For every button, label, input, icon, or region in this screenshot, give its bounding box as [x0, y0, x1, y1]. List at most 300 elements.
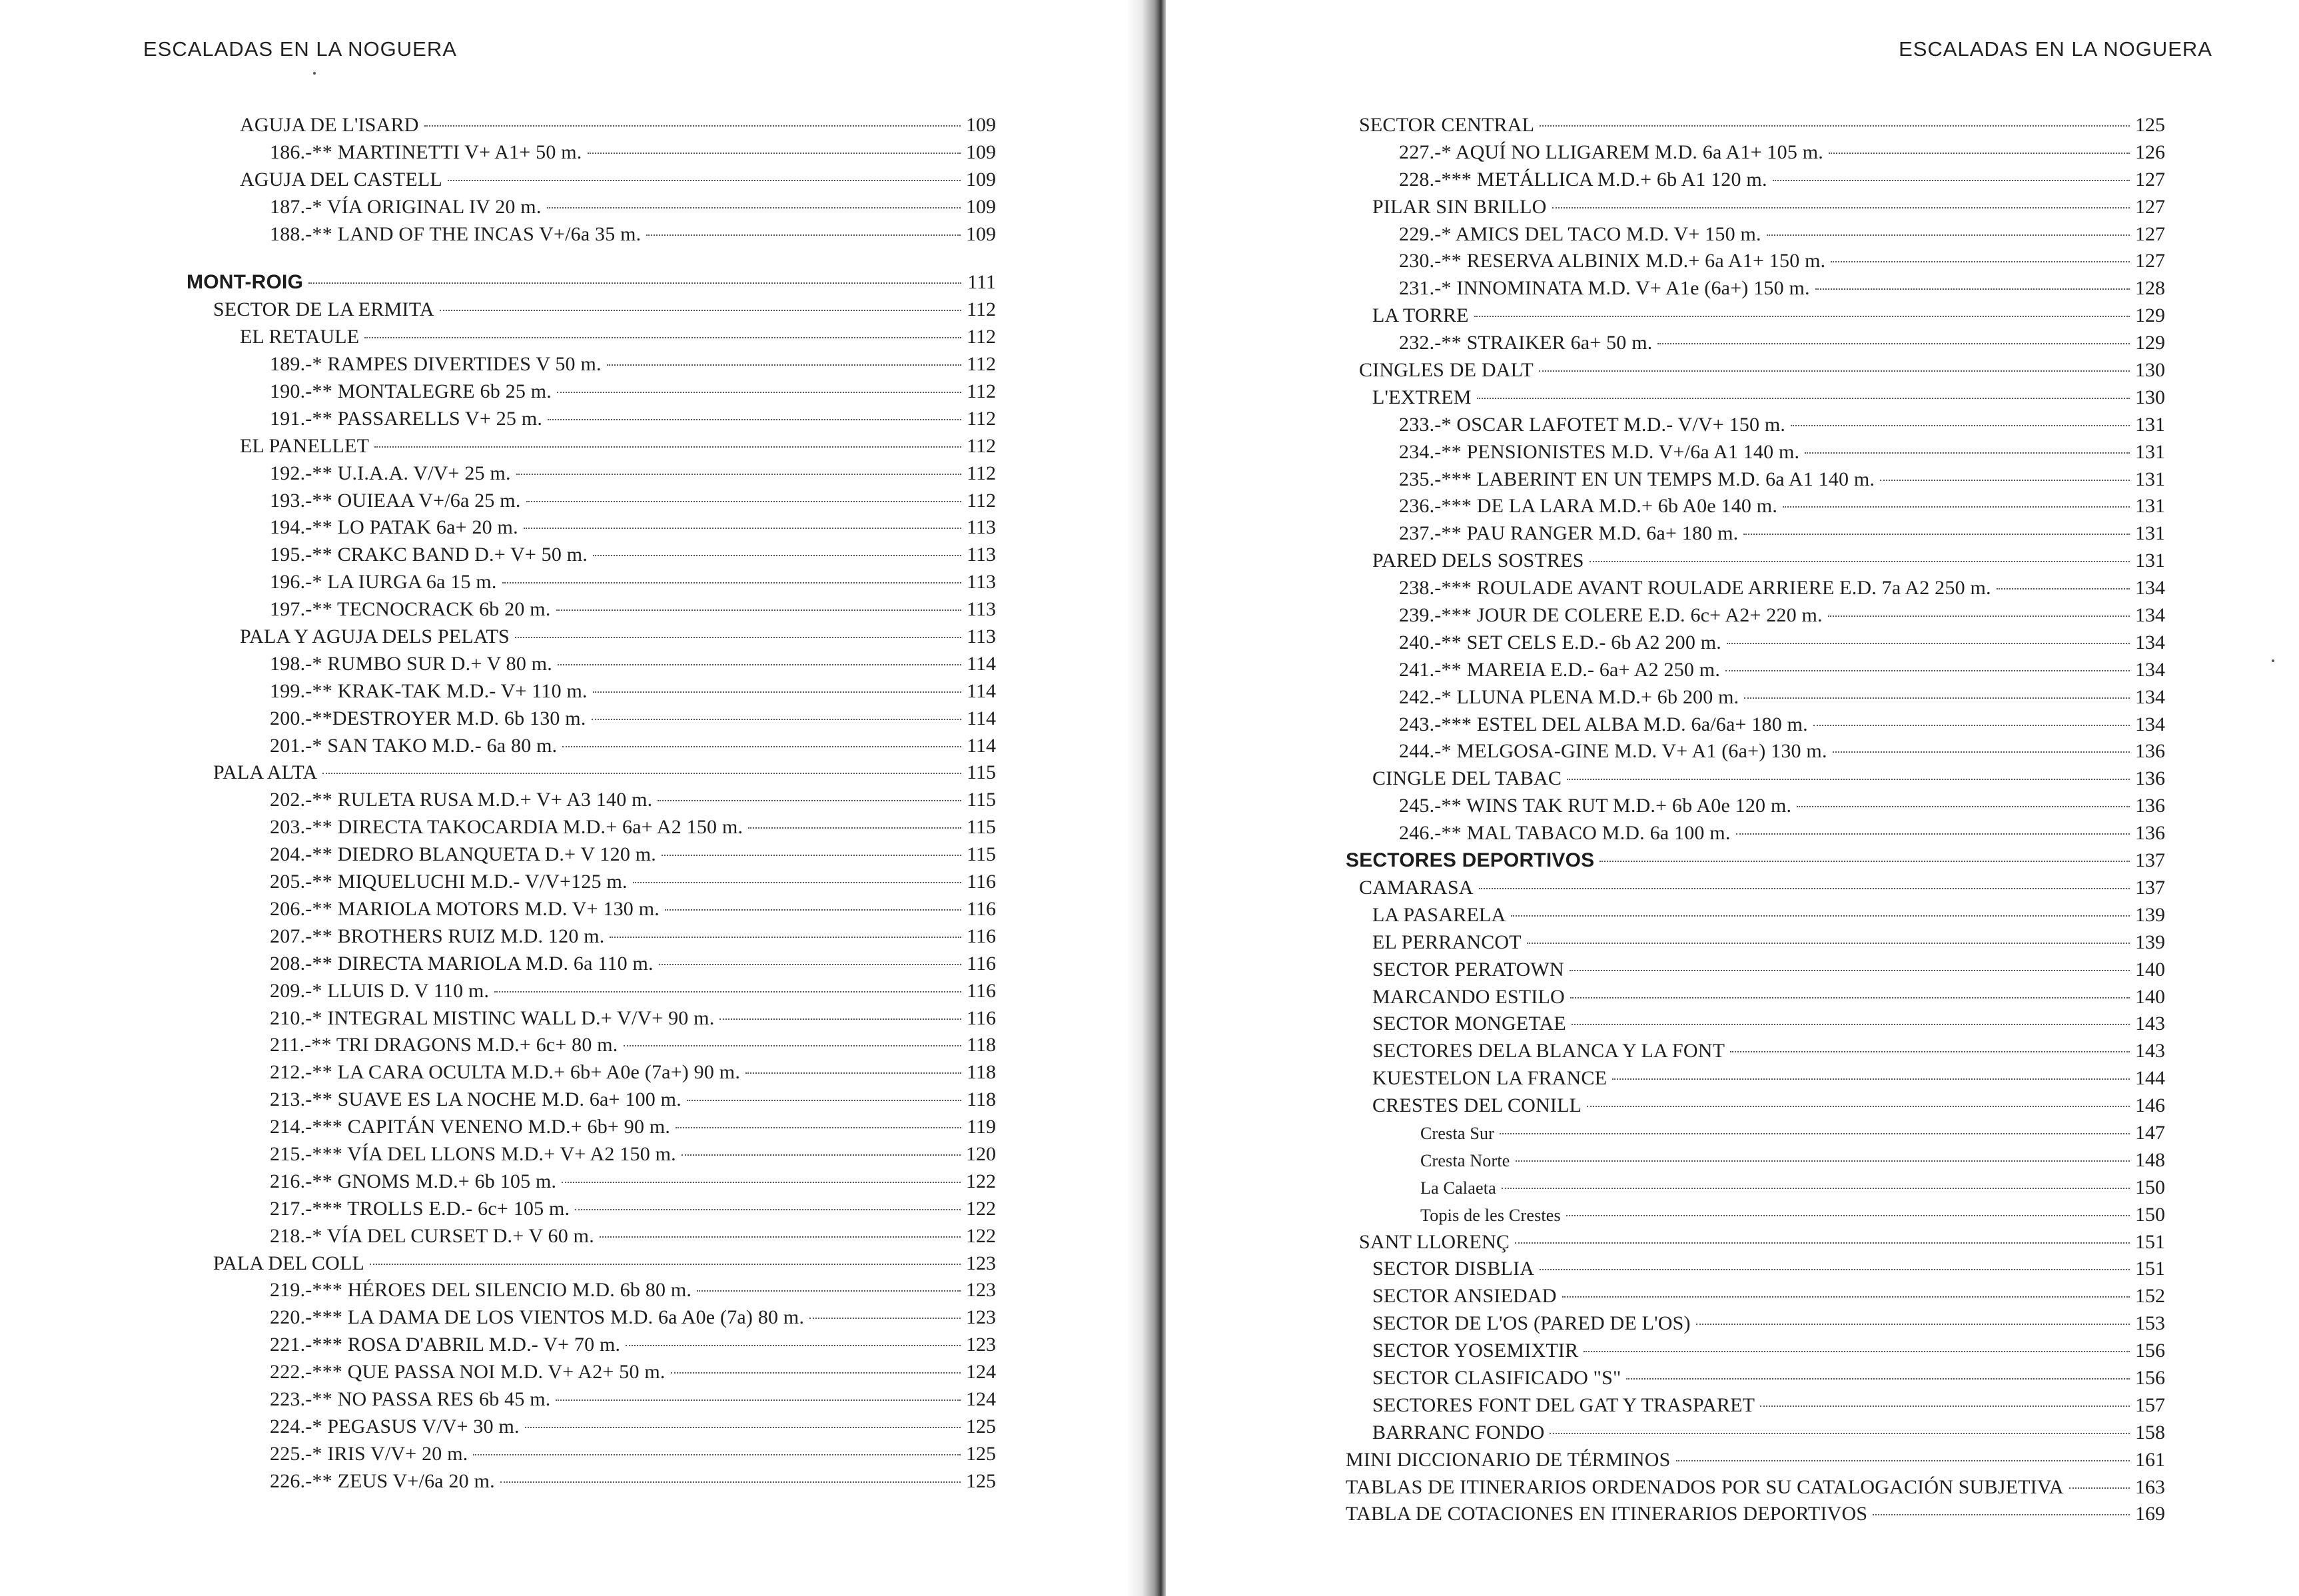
toc-entry-title: 195.-** CRAKC BAND D.+ V+ 50 m.: [270, 544, 588, 566]
dot-leader: [646, 234, 961, 236]
dot-leader: [547, 207, 961, 208]
right-page: [1166, 0, 2299, 1596]
toc-entry-title: SANT LLORENÇ: [1359, 1230, 1510, 1253]
toc-page-number: 127: [2135, 168, 2165, 191]
toc-entry: [187, 433, 996, 460]
toc-entry-title: EL PERRANCOT: [1372, 931, 1522, 953]
toc-entry-title: L'EXTREM: [1372, 386, 1472, 408]
toc-page-number: 109: [966, 222, 996, 245]
toc-entry: [1346, 330, 2165, 357]
toc-page-number: 156: [2135, 1340, 2165, 1362]
dot-leader: [575, 1209, 961, 1210]
toc-entry-title: 230.-** RESERVA ALBINIX M.D.+ 6a A1+ 150 m.: [1399, 250, 1826, 272]
toc-entry-title: LA TORRE: [1372, 304, 1469, 327]
dot-leader: [610, 937, 961, 938]
dot-leader: [748, 827, 961, 829]
toc-page-number: 158: [2135, 1421, 2165, 1443]
dot-leader: [626, 1345, 961, 1346]
toc-entry: [187, 1141, 996, 1168]
toc-entry-title: 218.-* VÍA DEL CURSET D.+ V 60 m.: [270, 1224, 594, 1247]
toc-page-number: 147: [2135, 1121, 2165, 1144]
toc-page-number: 109: [966, 114, 996, 136]
toc-entry-title: EL RETAULE: [240, 326, 360, 348]
toc-page-number: 113: [967, 544, 996, 566]
toc-entry: [1346, 1092, 2165, 1120]
dot-leader: [1511, 915, 2130, 917]
toc-entry: [187, 194, 996, 221]
toc-entry: [187, 1468, 996, 1495]
toc-entry-title: BARRANC FONDO: [1372, 1421, 1545, 1443]
toc-entry-title: 233.-* OSCAR LAFOTET M.D.- V/V+ 150 m.: [1399, 413, 1786, 436]
toc-page-number: 120: [966, 1142, 996, 1165]
toc-page-number: 123: [966, 1306, 996, 1329]
toc-page-number: 116: [967, 979, 996, 1002]
dot-leader: [1730, 1051, 2130, 1052]
toc-page-number: 131: [2135, 522, 2165, 545]
toc-entry: [187, 623, 996, 651]
dot-leader: [1540, 1269, 2130, 1270]
toc-entry: [1346, 493, 2165, 520]
left-page: [0, 0, 1133, 1596]
dot-leader: [473, 1454, 961, 1455]
toc-entry: [1346, 1202, 2165, 1229]
toc-entry: [1346, 357, 2165, 384]
toc-entry: [1346, 875, 2165, 902]
toc-page-number: 131: [2135, 495, 2165, 518]
dot-leader: [658, 800, 961, 801]
toc-entry-title: PALA DEL COLL: [213, 1252, 365, 1274]
toc-entry-title: LA PASARELA: [1372, 903, 1506, 926]
dot-leader: [500, 1481, 961, 1483]
toc-entry: [187, 1196, 996, 1223]
dot-leader: [1736, 833, 2130, 835]
toc-entry-title: PILAR SIN BRILLO: [1372, 195, 1547, 218]
dot-leader: [556, 609, 961, 611]
toc-entry-title: 234.-** PENSIONISTES M.D. V+/6a A1 140 m.: [1399, 440, 1800, 463]
dot-leader: [1696, 1324, 2130, 1325]
toc-entry: [1346, 302, 2165, 330]
toc-entry: [187, 112, 996, 139]
toc-entry-title: 226.-** ZEUS V+/6a 20 m.: [270, 1469, 495, 1492]
toc-entry-title: 224.-* PEGASUS V/V+ 30 m.: [270, 1415, 520, 1437]
toc-entry: [1346, 1501, 2165, 1528]
toc-entry: [187, 651, 996, 678]
toc-entry: [187, 488, 996, 515]
toc-entry-title: 229.-* AMICS DEL TACO M.D. V+ 150 m.: [1399, 222, 1761, 245]
dot-leader: [809, 1318, 961, 1319]
toc-entry-title: 187.-* VÍA ORIGINAL IV 20 m.: [270, 195, 542, 218]
dot-leader: [2069, 1487, 2130, 1489]
toc-entry: [187, 1359, 996, 1386]
toc-page-number: 112: [967, 298, 996, 321]
dot-leader: [1540, 125, 2130, 127]
toc-entry-title: 223.-** NO PASSA RES 6b 45 m.: [270, 1388, 551, 1410]
toc-page-number: 134: [2135, 685, 2165, 708]
dot-leader: [374, 446, 961, 448]
toc-page-number: 129: [2135, 332, 2165, 354]
dot-leader: [1479, 888, 2130, 889]
toc-entry: [187, 1032, 996, 1059]
toc-page-number: 146: [2135, 1094, 2165, 1117]
toc-entry: [187, 460, 996, 488]
dot-leader: [1539, 370, 2130, 372]
toc-entry: [187, 787, 996, 814]
toc-entry-title: Topis de les Crestes: [1420, 1205, 1561, 1225]
toc-entry-title: SECTOR DISBLIA: [1372, 1258, 1535, 1280]
dot-leader: [548, 419, 961, 420]
toc-entry-title: 213.-** SUAVE ES LA NOCHE M.D. 6a+ 100 m.: [270, 1088, 682, 1111]
dot-leader: [524, 528, 961, 529]
toc-entry-title: 232.-** STRAIKER 6a+ 50 m.: [1399, 332, 1653, 354]
toc-entry-title: CINGLE DEL TABAC: [1372, 767, 1562, 790]
toc-entry-title: AGUJA DEL CASTELL: [240, 168, 442, 191]
print-speck: [313, 72, 316, 75]
toc-entry-title: 219.-*** HÉROES DEL SILENCIO M.D. 6b 80 m.: [270, 1279, 692, 1302]
toc-page-number: 113: [967, 598, 996, 621]
toc-page-number: 150: [2135, 1176, 2165, 1198]
dot-leader: [1566, 1215, 2130, 1216]
toc-entry: [187, 542, 996, 569]
toc-page-number: 134: [2135, 577, 2165, 599]
toc-page-number: 111: [967, 271, 996, 294]
toc-entry-title: PALA Y AGUJA DELS PELATS: [240, 625, 510, 648]
toc-page-number: 130: [2135, 359, 2165, 382]
table-of-contents-left: [187, 112, 996, 1495]
toc-entry-title: EL PANELLET: [240, 434, 370, 457]
dot-leader: [1744, 697, 2130, 699]
toc-page-number: 125: [966, 1415, 996, 1437]
toc-entry-title: 204.-** DIEDRO BLANQUETA D.+ V 120 m.: [270, 843, 656, 866]
toc-entry: [187, 1005, 996, 1032]
dot-leader: [665, 909, 961, 911]
toc-entry: [187, 1332, 996, 1359]
dot-leader: [424, 125, 961, 127]
dot-leader: [1997, 588, 2130, 590]
dot-leader: [556, 1399, 961, 1401]
toc-entry: [1346, 112, 2165, 139]
toc-entry-title: TABLA DE COTACIONES EN ITINERARIOS DEPORTIVOS: [1346, 1503, 1868, 1525]
toc-entry: [187, 951, 996, 978]
dot-leader: [659, 964, 961, 965]
toc-entry: [1346, 1474, 2165, 1501]
toc-page-number: 151: [2135, 1230, 2165, 1253]
dot-leader: [593, 555, 961, 556]
toc-entry-title: 205.-** MIQUELUCHI M.D.- V/V+125 m.: [270, 871, 628, 893]
toc-entry: [1346, 275, 2165, 302]
toc-page-number: 134: [2135, 604, 2165, 627]
dot-leader: [440, 310, 961, 311]
toc-entry-title: 210.-* INTEGRAL MISTINC WALL D.+ V/V+ 90 m.: [270, 1006, 715, 1029]
toc-page-number: 161: [2135, 1448, 2165, 1471]
dot-leader: [1515, 1242, 2130, 1244]
toc-entry-title: 189.-* RAMPES DIVERTIDES V 50 m.: [270, 353, 602, 376]
toc-entry: [187, 923, 996, 951]
toc-entry-title: 239.-*** JOUR DE COLERE E.D. 6c+ A2+ 220 m.: [1399, 604, 1823, 627]
toc-entry-title: 208.-** DIRECTA MARIOLA M.D. 6a 110 m.: [270, 952, 654, 975]
toc-entry-title: 212.-** LA CARA OCULTA M.D.+ 6b+ A0e (7a+) 90 m.: [270, 1061, 741, 1084]
toc-page-number: 127: [2135, 250, 2165, 272]
toc-page-number: 140: [2135, 985, 2165, 1008]
toc-entry: [187, 869, 996, 896]
toc-entry-title: Cresta Sur: [1420, 1123, 1495, 1143]
toc-entry: [1346, 929, 2165, 957]
toc-entry-title: SECTOR CENTRAL: [1359, 114, 1535, 136]
section-spacer: [187, 248, 996, 269]
dot-leader: [593, 691, 961, 693]
toc-entry: [187, 1114, 996, 1141]
toc-entry-title: 246.-** MAL TABACO M.D. 6a 100 m.: [1399, 822, 1731, 845]
toc-entry: [1346, 738, 2165, 765]
toc-entry-title: 191.-** PASSARELLS V+ 25 m.: [270, 407, 543, 430]
toc-entry-title: 196.-* LA IURGA 6a 15 m.: [270, 571, 497, 594]
toc-entry-title: 186.-** MARTINETTI V+ A1+ 50 m.: [270, 141, 582, 163]
toc-page-number: 136: [2135, 740, 2165, 763]
toc-page-number: 137: [2135, 849, 2165, 872]
toc-page-number: 131: [2135, 550, 2165, 572]
dot-leader: [1880, 480, 2130, 481]
dot-leader: [633, 882, 961, 883]
toc-entry: [187, 1086, 996, 1114]
toc-entry: [1346, 765, 2165, 793]
toc-entry: [187, 841, 996, 869]
toc-entry: [187, 596, 996, 623]
toc-page-number: 115: [967, 789, 996, 811]
dot-leader: [1516, 1160, 2130, 1162]
dot-leader: [562, 746, 961, 747]
toc-entry-title: 217.-*** TROLLS E.D.- 6c+ 105 m.: [270, 1197, 570, 1220]
toc-page-number: 122: [966, 1197, 996, 1220]
toc-entry: [1346, 657, 2165, 684]
toc-page-number: 169: [2135, 1503, 2165, 1525]
dot-leader: [1760, 1405, 2130, 1407]
dot-leader: [719, 1018, 961, 1020]
toc-entry: [187, 324, 996, 351]
toc-entry: [187, 678, 996, 705]
toc-entry-title: SECTORES DELA BLANCA Y LA FONT: [1372, 1040, 1725, 1062]
toc-entry-title: SECTOR MONGETAE: [1372, 1012, 1566, 1035]
dot-leader: [592, 719, 961, 720]
toc-page-number: 129: [2135, 304, 2165, 327]
toc-page-number: 125: [2135, 114, 2165, 136]
dot-leader: [1612, 1078, 2130, 1080]
toc-page-number: 112: [967, 489, 996, 512]
toc-page-number: 163: [2135, 1475, 2165, 1498]
dot-leader: [1657, 343, 2130, 344]
running-header-left: ESCALADAS EN LA NOGUERA: [143, 37, 457, 61]
toc-entry-title: 227.-* AQUÍ NO LLIGAREM M.D. 6a A1+ 105 m.: [1399, 141, 1823, 163]
toc-page-number: 109: [966, 195, 996, 218]
dot-leader: [494, 991, 961, 993]
toc-page-number: 139: [2135, 903, 2165, 926]
toc-entry: [187, 1386, 996, 1413]
toc-entry-title: 237.-** PAU RANGER M.D. 6a+ 180 m.: [1399, 522, 1739, 545]
toc-entry-title: 241.-** MAREIA E.D.- 6a+ A2 250 m.: [1399, 658, 1721, 681]
toc-page-number: 116: [967, 897, 996, 920]
toc-page-number: 112: [967, 380, 996, 403]
dot-leader: [1527, 943, 2130, 944]
toc-page-number: 113: [967, 625, 996, 648]
dot-leader: [1831, 261, 2130, 262]
dot-leader: [588, 153, 961, 154]
toc-entry-title: 188.-** LAND OF THE INCAS V+/6a 35 m.: [270, 222, 642, 245]
toc-entry: [187, 1168, 996, 1196]
toc-entry: [187, 139, 996, 167]
toc-page-number: 118: [967, 1061, 996, 1084]
toc-entry-title: SECTORES DEPORTIVOS: [1346, 849, 1595, 872]
dot-leader: [1829, 153, 2130, 154]
dot-leader: [526, 501, 961, 502]
toc-entry-title: 243.-*** ESTEL DEL ALBA M.D. 6a/6a+ 180 m.: [1399, 713, 1808, 735]
dot-leader: [687, 1100, 961, 1101]
toc-entry-title: SECTOR YOSEMIXTIR: [1372, 1340, 1579, 1362]
dot-leader: [1474, 316, 2130, 317]
toc-entry-title: La Calaeta: [1420, 1178, 1496, 1198]
toc-entry: [187, 896, 996, 923]
dot-leader: [1873, 1514, 2130, 1515]
toc-entry: [187, 1059, 996, 1086]
dot-leader: [370, 1264, 961, 1265]
toc-entry-title: 221.-*** ROSA D'ABRIL M.D.- V+ 70 m.: [270, 1334, 621, 1356]
dot-leader: [1570, 997, 2130, 998]
toc-entry: [1346, 793, 2165, 820]
toc-entry-title: 207.-** BROTHERS RUIZ M.D. 120 m.: [270, 925, 605, 947]
toc-entry-title: 235.-*** LABERINT EN UN TEMPS M.D. 6a A1 140 m.: [1399, 468, 1875, 490]
dot-leader: [557, 392, 961, 393]
toc-page-number: 125: [966, 1469, 996, 1492]
toc-entry-title: 203.-** DIRECTA TAKOCARDIA M.D.+ 6a+ A2 150 m.: [270, 816, 743, 839]
toc-entry-title: SECTOR DE LA ERMITA: [213, 298, 434, 321]
running-header-right: ESCALADAS EN LA NOGUERA: [1899, 37, 2212, 61]
print-speck: [2272, 659, 2274, 662]
toc-entry: [1346, 1447, 2165, 1474]
toc-entry: [187, 406, 996, 433]
toc-entry-title: SECTOR DE L'OS (PARED DE L'OS): [1372, 1312, 1691, 1335]
toc-entry: [1346, 629, 2165, 657]
dot-leader: [308, 282, 961, 284]
toc-entry: [1346, 902, 2165, 929]
dot-leader: [1587, 1106, 2130, 1107]
toc-page-number: 134: [2135, 713, 2165, 735]
dot-leader: [1502, 1188, 2130, 1189]
toc-entry: [187, 378, 996, 406]
dot-leader: [1590, 561, 2130, 562]
toc-page-number: 131: [2135, 413, 2165, 436]
toc-page-number: 127: [2135, 195, 2165, 218]
toc-page-number: 137: [2135, 876, 2165, 899]
toc-page-number: 116: [967, 871, 996, 893]
dot-leader: [600, 1236, 961, 1238]
toc-page-number: 143: [2135, 1012, 2165, 1035]
toc-entry-title: PALA ALTA: [213, 761, 318, 784]
toc-entry: [1346, 711, 2165, 739]
toc-page-number: 128: [2135, 277, 2165, 300]
dot-leader: [1600, 861, 2130, 862]
dot-leader: [1828, 615, 2130, 617]
dot-leader: [1584, 1351, 2130, 1352]
toc-page-number: 119: [967, 1116, 996, 1138]
dot-leader: [1567, 779, 2130, 780]
toc-entry-title: 193.-** OUIEAA V+/6a 25 m.: [270, 489, 521, 512]
toc-entry-title: 231.-* INNOMINATA M.D. V+ A1e (6a+) 150 m.: [1399, 277, 1810, 300]
toc-entry-title: MONT-ROIG: [187, 271, 304, 294]
dot-leader: [1813, 725, 2130, 726]
toc-entry: [187, 1277, 996, 1304]
dot-leader: [1805, 452, 2130, 454]
toc-entry: [1346, 439, 2165, 466]
toc-page-number: 116: [967, 1006, 996, 1029]
toc-entry-title: 209.-* LLUIS D. V 110 m.: [270, 979, 490, 1002]
toc-page-number: 112: [967, 407, 996, 430]
toc-entry: [1346, 139, 2165, 167]
toc-entry: [187, 1250, 996, 1278]
toc-page-number: 152: [2135, 1285, 2165, 1308]
toc-entry: [187, 569, 996, 596]
toc-entry-title: 194.-** LO PATAK 6a+ 20 m.: [270, 516, 518, 539]
toc-entry: [1346, 1392, 2165, 1419]
dot-leader: [682, 1154, 961, 1156]
toc-entry-title: SECTORES FONT DEL GAT Y TRASPARET: [1372, 1394, 1755, 1416]
toc-entry: [1346, 1283, 2165, 1310]
toc-page-number: 118: [967, 1088, 996, 1111]
toc-page-number: 123: [966, 1279, 996, 1302]
toc-entry-title: 245.-** WINS TAK RUT M.D.+ 6b A0e 120 m.: [1399, 795, 1792, 817]
toc-entry: [1346, 1310, 2165, 1338]
toc-entry-title: 192.-** U.I.A.A. V/V+ 25 m.: [270, 462, 511, 484]
toc-entry-title: 197.-** TECNOCRACK 6b 20 m.: [270, 598, 551, 621]
toc-entry-title: CINGLES DE DALT: [1359, 359, 1534, 382]
toc-page-number: 114: [967, 652, 996, 675]
toc-entry: [1346, 1174, 2165, 1202]
toc-page-number: 123: [966, 1334, 996, 1356]
toc-entry-title: 225.-* IRIS V/V+ 20 m.: [270, 1442, 468, 1465]
toc-entry-title: 236.-*** DE LA LARA M.D.+ 6b A0e 140 m.: [1399, 495, 1778, 518]
toc-entry-title: SECTOR CLASIFICADO "S": [1372, 1366, 1621, 1389]
toc-page-number: 151: [2135, 1258, 2165, 1280]
toc-entry: [1346, 1038, 2165, 1065]
toc-entry: [1346, 684, 2165, 711]
toc-page-number: 136: [2135, 822, 2165, 845]
toc-page-number: 143: [2135, 1040, 2165, 1062]
toc-page-number: 122: [966, 1224, 996, 1247]
dot-leader: [676, 1127, 961, 1128]
dot-leader: [624, 1045, 961, 1046]
toc-entry-title: 211.-** TRI DRAGONS M.D.+ 6c+ 80 m.: [270, 1034, 618, 1056]
toc-entry: [187, 1304, 996, 1332]
toc-entry-title: 202.-** RULETA RUSA M.D.+ V+ A3 140 m.: [270, 789, 653, 811]
dot-leader: [1833, 751, 2130, 753]
toc-entry: [187, 221, 996, 248]
toc-entry: [1346, 466, 2165, 494]
toc-page-number: 127: [2135, 222, 2165, 245]
toc-entry: [1346, 820, 2165, 847]
toc-entry-title: 214.-*** CAPITÁN VENENO M.D.+ 6b+ 90 m.: [270, 1116, 671, 1138]
toc-page-number: 136: [2135, 795, 2165, 817]
toc-page-number: 136: [2135, 767, 2165, 790]
toc-entry: [1346, 602, 2165, 629]
toc-page-number: 125: [966, 1442, 996, 1465]
dot-leader: [671, 1372, 961, 1374]
toc-page-number: 126: [2135, 141, 2165, 163]
dot-leader: [1725, 670, 2130, 671]
table-of-contents-right: [1346, 112, 2165, 1528]
dot-leader: [1815, 288, 2130, 290]
toc-page-number: 115: [967, 816, 996, 839]
toc-page-number: 112: [967, 353, 996, 376]
toc-page-number: 115: [967, 761, 996, 784]
dot-leader: [1791, 425, 2130, 426]
toc-entry-title: 215.-*** VÍA DEL LLONS M.D.+ V+ A2 150 m.: [270, 1142, 676, 1165]
dot-leader: [1767, 234, 2130, 236]
